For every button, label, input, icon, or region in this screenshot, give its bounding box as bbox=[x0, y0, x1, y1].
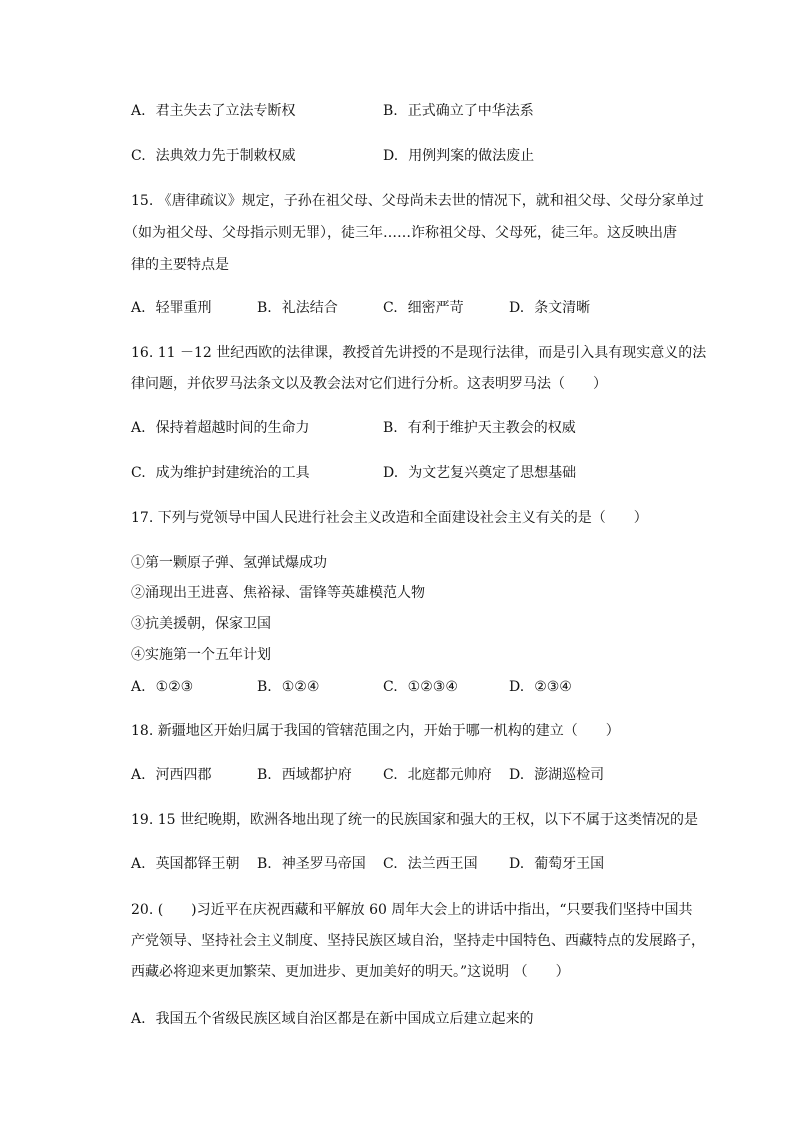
option-b: B. 礼法结合 bbox=[257, 300, 338, 316]
question-stem-line: 产党领导、坚持社会主义制度、坚持民族区域自治，坚持走中国特色、西藏特点的发展路子， bbox=[131, 933, 705, 949]
option-a: A. 河西四郡 bbox=[131, 767, 212, 783]
question-stem-line: 16. 11 －12 世纪西欧的法律课，教授首先讲授的不是现行法律，而是引入具有现实意义的法 bbox=[131, 345, 707, 361]
question-stem-line: （如为祖父母、父母指示则无罪），徒三年……诈称祖父母、父母死，徒三年。这反映出唐 bbox=[124, 225, 677, 241]
list-item: ④实施第一个五年计划 bbox=[131, 647, 271, 663]
option-c: C. 法典效力先于制敕权威 bbox=[131, 148, 296, 164]
question-stem: 19. 15 世纪晚期，欧洲各地出现了统一的民族国家和强大的王权，以下不属于这类情况的是 bbox=[131, 812, 698, 828]
option-d: D. 为文艺复兴奠定了思想基础 bbox=[383, 465, 577, 481]
question-stem-line: 西藏必将迎来更加繁荣、更加进步、更加美好的明天。”这说明 （ ） bbox=[131, 964, 570, 980]
question-stem: 18. 新疆地区开始归属于我国的管辖范围之内，开始于哪一机构的建立（ ） bbox=[131, 723, 620, 739]
option-a: A. 轻罪重刑 bbox=[131, 300, 212, 316]
option-c: C. ①②③④ bbox=[383, 679, 458, 695]
option-c: C. 细密严苛 bbox=[383, 300, 464, 316]
option-a: A. 君主失去了立法专断权 bbox=[131, 103, 296, 119]
option-a: A. ①②③ bbox=[131, 679, 194, 695]
question-stem-line: 20. ( )习近平在庆祝西藏和平解放 60 周年大会上的讲话中指出，“只要我们坚持中国共 bbox=[131, 902, 693, 918]
question-stem-line: 15. 《唐律疏议》规定，子孙在祖父母、父母尚未去世的情况下，就和祖父母、父母分家单过 bbox=[131, 193, 704, 209]
question-stem-line: 律问题，并依罗马法条文以及教会法对它们进行分析。这表明罗马法（ ） bbox=[131, 376, 607, 392]
list-item: ①第一颗原子弹、氢弹试爆成功 bbox=[131, 555, 327, 571]
option-d: D. 用例判案的做法废止 bbox=[383, 148, 535, 164]
option-a: A. 保持着超越时间的生命力 bbox=[131, 420, 310, 436]
option-d: D. 葡萄牙王国 bbox=[509, 856, 605, 872]
option-d: D. 澎湖巡检司 bbox=[509, 767, 605, 783]
option-b: B. 西域都护府 bbox=[257, 767, 352, 783]
list-item: ③抗美援朝，保家卫国 bbox=[131, 616, 271, 632]
option-b: B. ①②④ bbox=[257, 679, 320, 695]
question-stem-line: 律的主要特点是 bbox=[131, 257, 229, 273]
option-c: C. 法兰西王国 bbox=[383, 856, 478, 872]
option-b: B. 有利于维护天主教会的权威 bbox=[383, 420, 576, 436]
option-a: A. 我国五个省级民族区域自治区都是在新中国成立后建立起来的 bbox=[131, 1011, 534, 1027]
option-c: C. 北庭都元帅府 bbox=[383, 767, 492, 783]
option-d: D. ②③④ bbox=[509, 679, 572, 695]
question-stem: 17. 下列与党领导中国人民进行社会主义改造和全面建设社会主义有关的是（ ） bbox=[131, 510, 648, 526]
option-b: B. 神圣罗马帝国 bbox=[257, 856, 366, 872]
option-a: A. 英国都铎王朝 bbox=[131, 856, 240, 872]
option-b: B. 正式确立了中华法系 bbox=[383, 103, 534, 119]
option-d: D. 条文清晰 bbox=[509, 300, 591, 316]
option-c: C. 成为维护封建统治的工具 bbox=[131, 465, 310, 481]
list-item: ②涌现出王进喜、焦裕禄、雷锋等英雄模范人物 bbox=[131, 585, 425, 601]
